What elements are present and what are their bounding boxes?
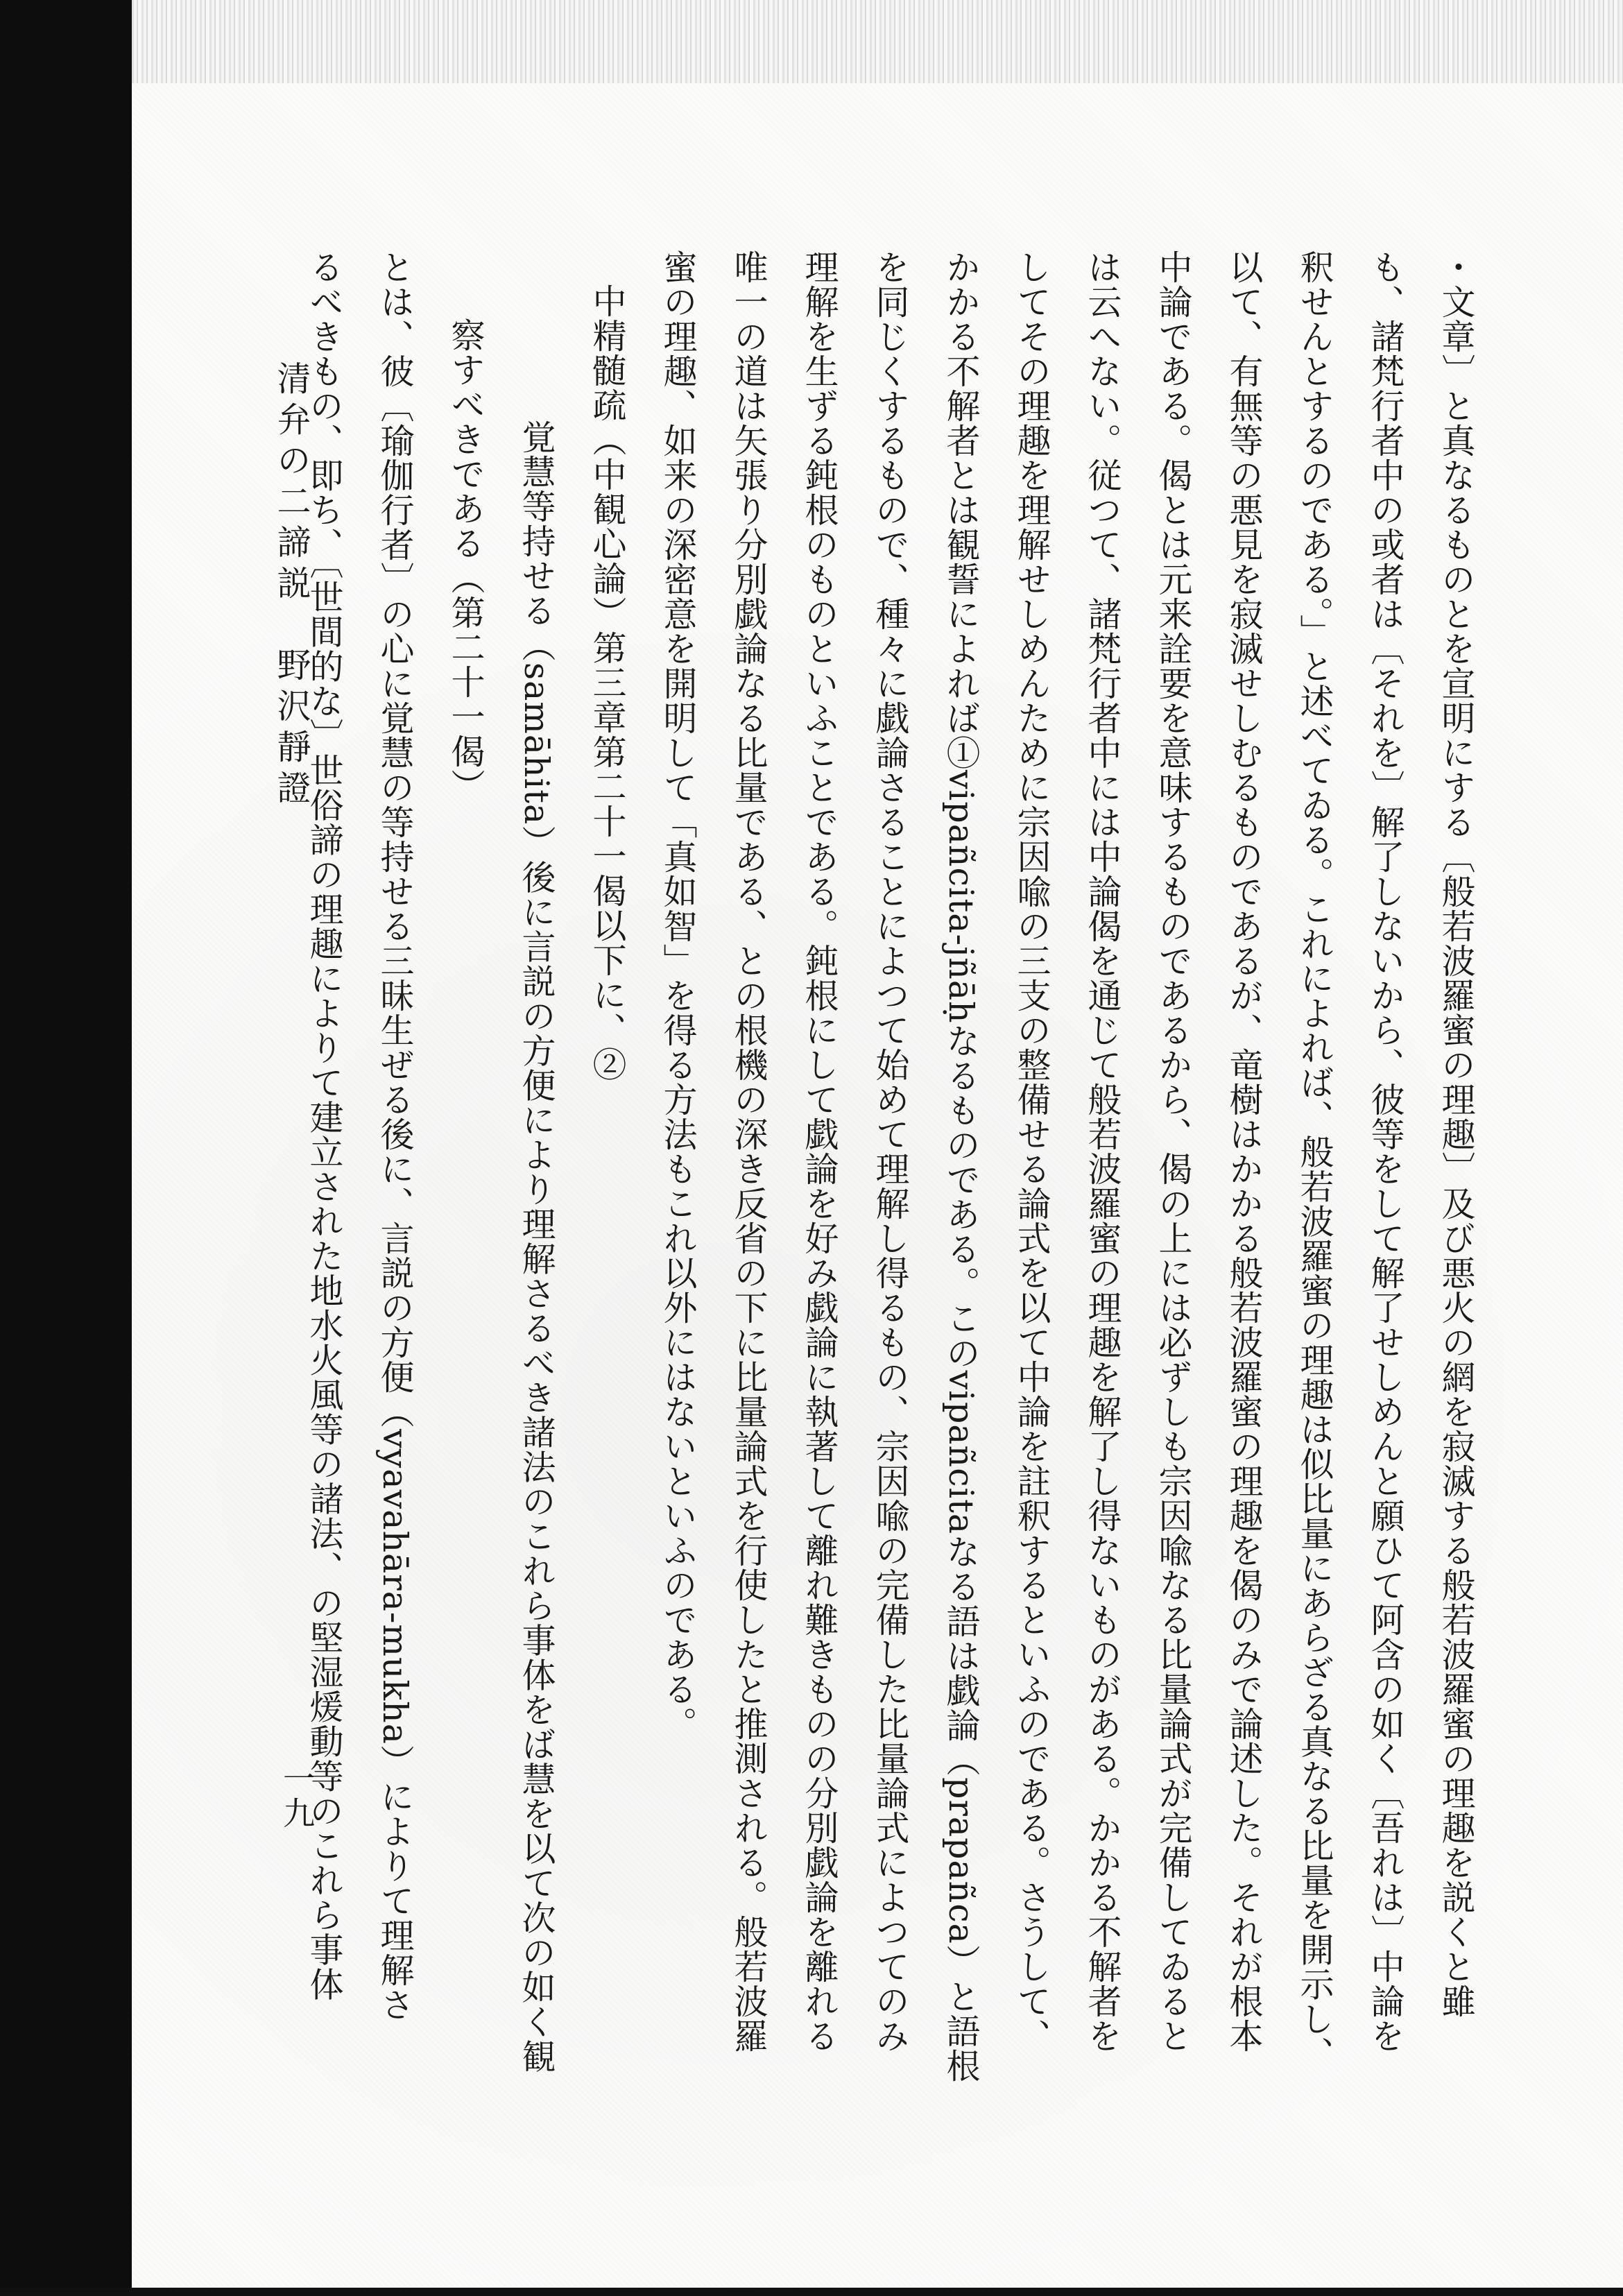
text-line-6: は云へない。従つて、諸梵行者中には中論偈を通じて般若波羅蜜の理趣を解了し得ないものがある。かかる不解者を xyxy=(1083,250,1122,2053)
text-line-11: 唯一の道は矢張り分別戯論なる比量である、との根機の深き反省の下に比量論式を行使したと推測される。般若波羅 xyxy=(729,250,768,2053)
text-line-14: とは、彼〔瑜伽行者〕の心に覚慧の等持せる三昧生ぜる後に、言説の方便（vyavahāra-mukha）によりて理解さ xyxy=(375,250,415,2022)
text-line-5: 中論である。偈とは元来詮要を意味するものであるから、偈の上には必ずしも宗因喩なる比量論式が完備してゐると xyxy=(1153,250,1193,2053)
page-number: 一九 xyxy=(278,1762,316,1831)
text-line-9: を同じくするもので、種々に戯論さることによつて始めて理解し得るもの、宗因喩の完備した比量論式によつてのみ xyxy=(870,250,910,2053)
scan-bottom-edge xyxy=(0,2288,1623,2296)
text-line-4: 以て、有無等の悪見を寂滅せしむるものであるが、竜樹はかかる般若波羅蜜の理趣を偈のみで論述した。それが根本 xyxy=(1224,250,1264,2053)
text-line-10: 理解を生ずる鈍根のものといふことである。鈍根にして戯論を好み戯論に執著して離れ難きものの分別戯論を離れる xyxy=(800,250,839,2053)
scan-top-shading xyxy=(132,0,1623,83)
text-line-1: ・文章〕と真なるものとを宣明にする〔般若波羅蜜の理趣〕及び悪火の網を寂滅する般若波羅蜜の理趣を説くと雖 xyxy=(1436,250,1476,2019)
quote-line-1: 覚慧等持せる（samāhita）後に言説の方便により理解さるべき諸法のこれら事体をば慧を以て次の如く観 xyxy=(517,420,556,2074)
text-line-7: してその理趣を理解せしめんために宗因喩の三支の整備せる論式を以て中論を註釈するといふのである。さうして、 xyxy=(1012,250,1051,2053)
body-text xyxy=(111,250,1491,2083)
running-title: 清弁の二諦説 野沢靜證 xyxy=(272,361,311,811)
text-line-8: かかる不解者とは観誓によれば①vipañcita-jñāḥなるものである。このvipañcitaなる語は戯論（prapañca）と語根 xyxy=(941,250,981,2083)
text-line-12: 蜜の理趣、如来の深密意を開明して「真如智」を得る方法もこれ以外にはないといふのである。 xyxy=(658,250,698,1741)
quote-line-2: 察すべきである（第二十一偈） xyxy=(446,318,486,803)
text-line-2: も、諸梵行者中の或者は〔それを〕解了しないから、彼等をして解了せしめんと願ひて阿含の如く〔吾れは〕中論を xyxy=(1366,250,1405,2053)
text-line-13: 中精髄疏（中観心論）第三章第二十一偈以下に、② xyxy=(587,284,627,1081)
text-line-3: 釈せんとするのである。」と述べてゐる。これによれば、般若波羅蜜の理趣は似比量にあらざる真なる比量を開示し、 xyxy=(1295,250,1334,2071)
text-line-15: るべきもの、即ち、〔世間的な〕世俗諦の理趣によりて建立された地水火風等の諸法、の堅湿煖動等のこれら事体 xyxy=(304,250,344,2002)
